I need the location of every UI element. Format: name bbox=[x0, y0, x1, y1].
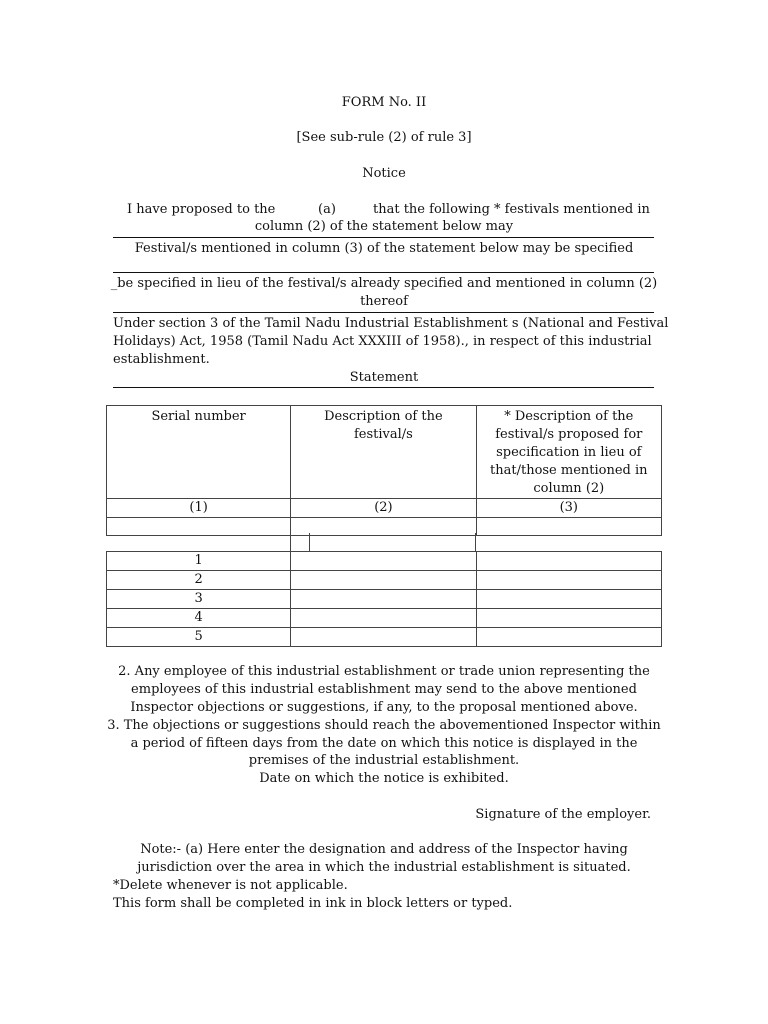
paragraph-3-line-1: 3. The objections or suggestions should reach the abovementioned Inspector within bbox=[107, 718, 661, 733]
serial-cell: 2 bbox=[107, 571, 291, 590]
cell-fragment bbox=[475, 533, 476, 551]
divider bbox=[113, 272, 654, 273]
serial-cell: 5 bbox=[107, 628, 291, 647]
intro-line-2: column (2) of the statement below may bbox=[254, 219, 514, 234]
table-row bbox=[107, 628, 662, 647]
note-line-4: This form shall be completed in ink in block letters or typed. bbox=[113, 896, 513, 911]
table-row bbox=[107, 609, 662, 628]
note-line-3: *Delete whenever is not applicable. bbox=[113, 878, 348, 893]
serial-cell: 3 bbox=[107, 590, 291, 609]
intro-line-6: Under section 3 of the Tamil Nadu Industrial Establishment s (National and Festival bbox=[113, 316, 669, 331]
header-description: Description of the festival/s bbox=[291, 406, 476, 499]
signature-line: Signature of the employer. bbox=[475, 807, 651, 822]
rule-reference: [See sub-rule (2) of rule 3] bbox=[296, 130, 472, 145]
notice-heading: Notice bbox=[362, 166, 406, 181]
serial-rows-table bbox=[106, 551, 662, 647]
table-row bbox=[107, 552, 662, 571]
note-line-2: jurisdiction over the area in which the industrial establishment is situated. bbox=[137, 860, 631, 875]
form-title: FORM No. II bbox=[341, 95, 427, 110]
intro-line-1b: (a) bbox=[318, 202, 336, 217]
paragraph-3-line-2: a period of fifteen days from the date on which this notice is displayed in the bbox=[130, 736, 638, 751]
column-number: (3) bbox=[476, 499, 661, 518]
date-line: Date on which the notice is exhibited. bbox=[259, 771, 509, 786]
intro-line-1a: I have proposed to the bbox=[127, 202, 276, 217]
intro-line-8: establishment. bbox=[113, 352, 210, 367]
column-number-row bbox=[107, 499, 662, 518]
table-header-row bbox=[107, 406, 662, 499]
intro-line-3: Festival/s mentioned in column (3) of the statement below may be specified bbox=[134, 241, 634, 256]
serial-cell: 4 bbox=[107, 609, 291, 628]
note-line-1: Note:- (a) Here enter the designation and address of the Inspector having bbox=[140, 842, 628, 857]
table-row bbox=[107, 590, 662, 609]
intro-line-7: Holidays) Act, 1958 (Tamil Nadu Act XXXIII of 1958)., in respect of this industrial bbox=[113, 334, 652, 349]
paragraph-2-line-2: employees of this industrial establishment may send to the above mentioned bbox=[131, 682, 637, 697]
blank-row bbox=[107, 518, 662, 536]
column-number: (1) bbox=[107, 499, 291, 518]
table-row bbox=[107, 571, 662, 590]
paragraph-2-line-1: 2. Any employee of this industrial establishment or trade union representing the bbox=[118, 664, 650, 679]
divider bbox=[113, 312, 654, 313]
divider bbox=[113, 387, 654, 388]
divider bbox=[113, 237, 654, 238]
statement-table bbox=[106, 405, 662, 536]
cell-fragment bbox=[290, 533, 310, 551]
serial-cell: 1 bbox=[107, 552, 291, 571]
header-serial-number: Serial number bbox=[107, 406, 291, 499]
column-number: (2) bbox=[291, 499, 476, 518]
paragraph-3-line-3: premises of the industrial establishment. bbox=[248, 753, 520, 768]
header-proposed-description: * Description of the festival/s proposed for specification in lieu of that/those mentioned in column (2) bbox=[476, 406, 661, 499]
intro-line-4: _be specified in lieu of the festival/s already specified and mentioned in column (2) bbox=[110, 276, 658, 291]
intro-line-5: thereof bbox=[360, 294, 408, 309]
paragraph-2-line-3: Inspector objections or suggestions, if any, to the proposal mentioned above. bbox=[130, 700, 638, 715]
statement-heading: Statement bbox=[349, 370, 419, 385]
intro-line-1c: that the following * festivals mentioned in bbox=[373, 202, 650, 217]
